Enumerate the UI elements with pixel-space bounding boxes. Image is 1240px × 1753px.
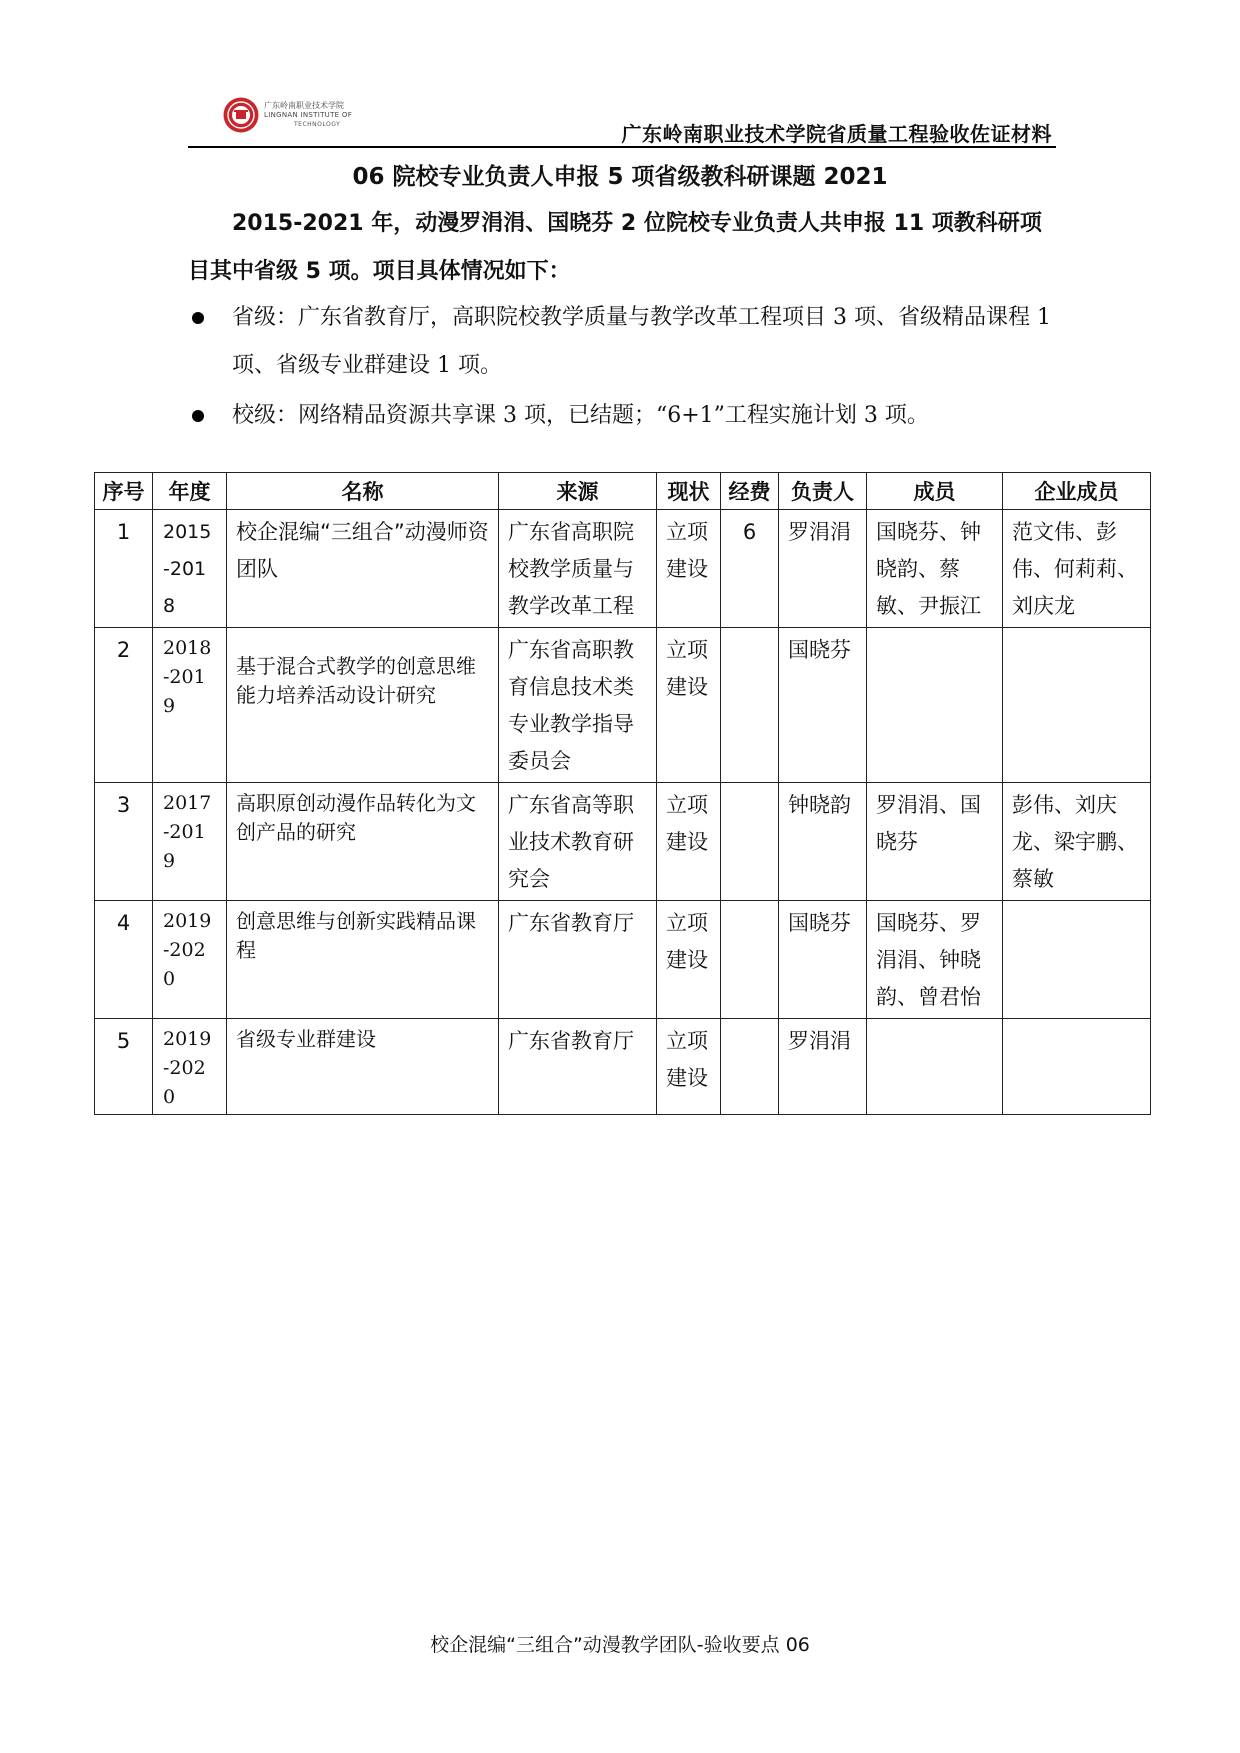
cell-status: 立项建设 (657, 1019, 721, 1115)
cell-funding: 6 (721, 510, 779, 628)
cell-status: 立项建设 (657, 510, 721, 628)
cell-funding (721, 1019, 779, 1115)
cell-enterprise (1003, 628, 1151, 783)
cell-year: 2017-2019 (153, 783, 227, 901)
header-no: 序号 (95, 473, 153, 510)
cell-enterprise: 范文伟、彭伟、何莉莉、刘庆龙 (1003, 510, 1151, 628)
bullet-text: 省级：广东省教育厅，高职院校教学质量与教学改革工程项目 3 项、省级精品课程 1 项、省级专业群建设 1 项。 (232, 305, 1051, 378)
cell-enterprise (1003, 1019, 1151, 1115)
logo-name-cn: 广东岭南职业技术学院 (264, 101, 344, 110)
cell-leader: 钟晓韵 (779, 783, 867, 901)
header-funding: 经费 (721, 473, 779, 510)
cell-leader: 罗涓涓 (779, 510, 867, 628)
cell-status: 立项建设 (657, 628, 721, 783)
cell-members: 国晓芬、钟晓韵、蔡敏、尹振江 (867, 510, 1003, 628)
page-footer: 校企混编“三组合”动漫教学团队-验收要点 06 (430, 1634, 810, 1656)
cell-year: 2019-2020 (153, 1019, 227, 1115)
college-seal-icon (222, 96, 260, 134)
table-row (95, 1019, 1151, 1115)
intro-paragraph: 2015-2021 年，动漫罗涓涓、国晓芬 2 位院校专业负责人共申报 11 项教科研项目其中省级 5 项。项目具体情况如下： (188, 211, 1042, 284)
table-row (95, 783, 1151, 901)
header-leader: 负责人 (779, 473, 867, 510)
cell-source: 广东省高等职业技术教育研究会 (499, 783, 657, 901)
cell-members (867, 1019, 1003, 1115)
header-enterprise: 企业成员 (1003, 473, 1151, 510)
cell-leader: 国晓芬 (779, 901, 867, 1019)
cell-leader: 罗涓涓 (779, 1019, 867, 1115)
cell-name: 校企混编“三组合”动漫师资团队 (227, 510, 499, 628)
cell-leader: 国晓芬 (779, 628, 867, 783)
cell-source: 广东省教育厅 (499, 1019, 657, 1115)
cell-no: 3 (95, 783, 153, 901)
cell-members: 国晓芬、罗涓涓、钟晓韵、曾君怡 (867, 901, 1003, 1019)
cell-funding (721, 783, 779, 901)
cell-status: 立项建设 (657, 901, 721, 1019)
table-row (95, 510, 1151, 628)
bullet-list (188, 294, 1056, 440)
document-title: 06 院校专业负责人申报 5 项省级教科研课题 2021 (352, 164, 888, 190)
cell-enterprise: 彭伟、刘庆龙、梁宇鹏、蔡敏 (1003, 783, 1151, 901)
cell-source: 广东省高职教育信息技术类专业教学指导委员会 (499, 628, 657, 783)
cell-no: 2 (95, 628, 153, 783)
header-divider (188, 146, 1056, 148)
table-header-row (95, 473, 1151, 510)
cell-enterprise (1003, 901, 1151, 1019)
cell-name: 高职原创动漫作品转化为文创产品的研究 (227, 783, 499, 901)
cell-members: 罗涓涓、国晓芬 (867, 783, 1003, 901)
table-row (95, 628, 1151, 783)
projects-table (94, 472, 1151, 1115)
cell-no: 5 (95, 1019, 153, 1115)
cell-funding (721, 628, 779, 783)
bullet-dot-icon (192, 410, 204, 422)
header-members: 成员 (867, 473, 1003, 510)
college-logo (222, 96, 382, 138)
bullet-item-provincial (188, 294, 1056, 390)
cell-no: 1 (95, 510, 153, 628)
cell-name: 创意思维与创新实践精品课程 (227, 901, 499, 1019)
cell-members (867, 628, 1003, 783)
cell-name: 省级专业群建设 (227, 1019, 499, 1115)
cell-no: 4 (95, 901, 153, 1019)
page-header: 广东岭南职业技术学院省质量工程验收佐证材料 (621, 122, 1052, 146)
cell-name: 基于混合式教学的创意思维能力培养活动设计研究 (227, 628, 499, 783)
cell-year: 2019-2020 (153, 901, 227, 1019)
table-row (95, 901, 1151, 1019)
bullet-text: 校级：网络精品资源共享课 3 项，已结题；“6+1”工程实施计划 3 项。 (232, 403, 929, 428)
cell-funding (721, 901, 779, 1019)
cell-year: 2015-2018 (153, 510, 227, 628)
header-year: 年度 (153, 473, 227, 510)
bullet-item-school (188, 392, 1056, 440)
cell-year: 2018-2019 (153, 628, 227, 783)
header-name: 名称 (227, 473, 499, 510)
cell-status: 立项建设 (657, 783, 721, 901)
logo-name-en: LINGNAN INSTITUTE OF (264, 111, 353, 119)
header-source: 来源 (499, 473, 657, 510)
header-status: 现状 (657, 473, 721, 510)
cell-source: 广东省教育厅 (499, 901, 657, 1019)
bullet-dot-icon (192, 312, 204, 324)
logo-name-en2: TECHNOLOGY (294, 121, 341, 128)
cell-source: 广东省高职院校教学质量与教学改革工程 (499, 510, 657, 628)
